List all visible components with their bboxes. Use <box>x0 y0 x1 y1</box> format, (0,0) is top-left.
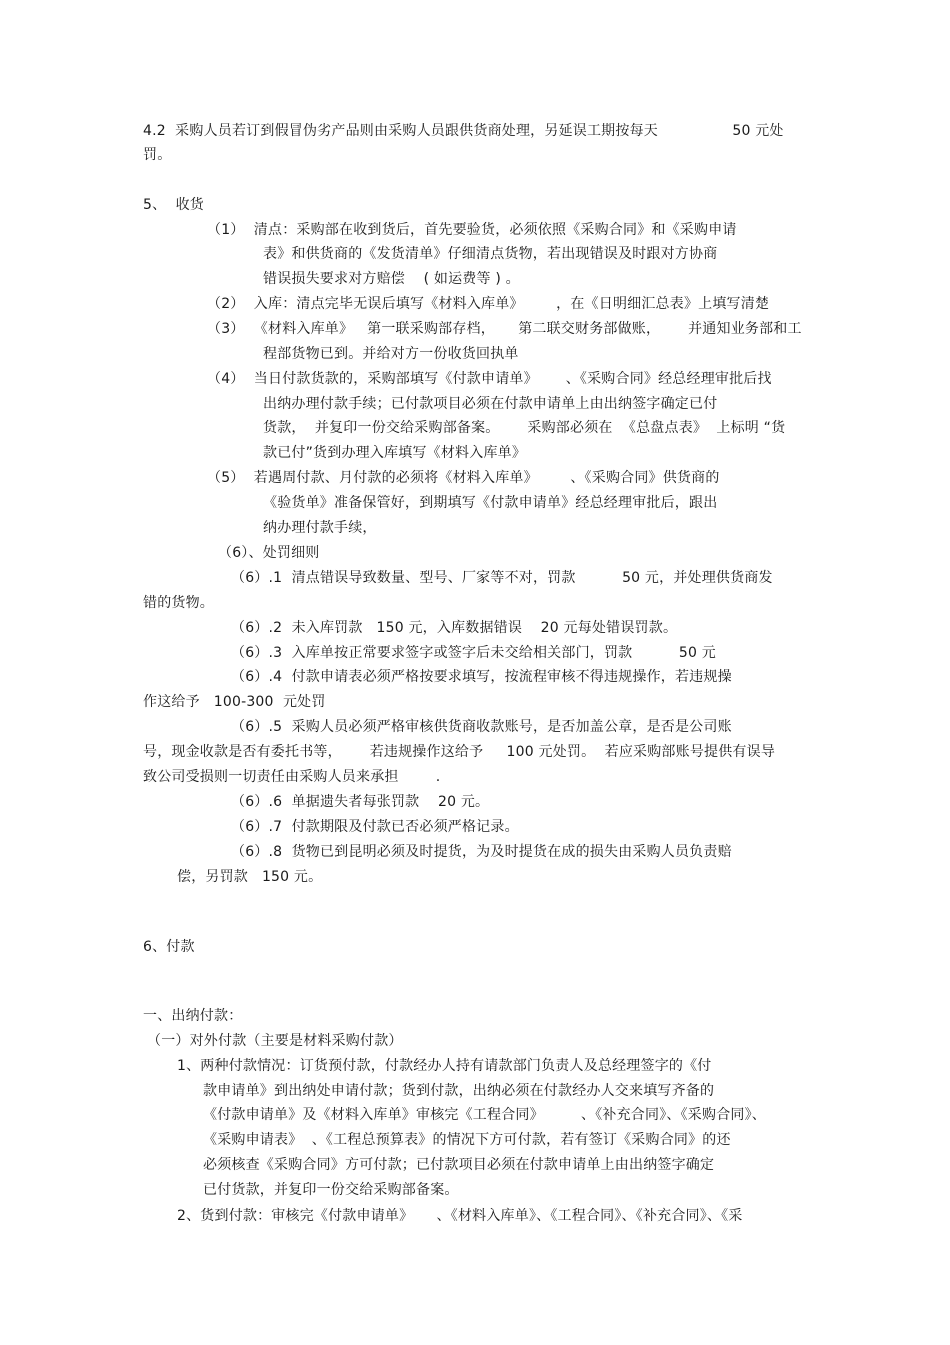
text-line: （6）.3 入库单按正常要求签字或签字后未交给相关部门，罚款 50 元 <box>231 645 716 661</box>
text-line: （6）.6 单据遗失者每张罚款 20 元。 <box>231 794 490 810</box>
text-line: （2） 入库：清点完毕无误后填写《材料入库单》 ，在《日明细汇总表》上填写清楚 <box>207 296 770 312</box>
text-line: 已付货款，并复印一份交给采购部备案。 <box>203 1182 459 1198</box>
text-line: 出纳办理付款手续；已付款项目必须在付款申请单上由出纳签字确定已付 <box>263 396 718 412</box>
text-line: （5） 若遇周付款、月付款的必须将《材料入库单》 、《采购合同》供货商的 <box>207 470 720 486</box>
text-line: 货款， 并复印一份交给采购部备案。 采购部必须在 《总盘点表》 上标明 “货 <box>263 420 786 436</box>
text-line: （1） 清点：采购部在收到货后，首先要验货，必须依照《采购合同》和《采购申请 <box>207 222 737 238</box>
text-line: 《验货单》准备保管好，到期填写《付款申请单》经总经理审批后，跟出 <box>263 495 718 511</box>
text-line: 1、两种付款情况：订货预付款，付款经办人持有请款部门负责人及总经理签字的《付 <box>177 1058 712 1074</box>
text-line: （6）.7 付款期限及付款已否必须严格记录。 <box>231 819 519 835</box>
subsection-heading: （6）、处罚细则 <box>218 545 320 561</box>
text-line: （6）.8 货物已到昆明必须及时提货，为及时提货在成的损失由采购人员负责赔 <box>231 844 732 860</box>
text-line: （6）.5 采购人员必须严格审核供货商收款账号，是否加盖公章，是否是公司账 <box>231 719 732 735</box>
text-line: 错的货物。 <box>143 595 214 611</box>
text-line: 款申请单》到出纳处申请付款；货到付款，出纳必须在付款经办人交来填写齐备的 <box>203 1083 715 1099</box>
text-line: 《付款申请单》及《材料入库单》审核完《工程合同》 、《补充合同》、《采购合同》、 <box>203 1107 766 1123</box>
subsection-heading: （一）对外付款（主要是材料采购付款） <box>147 1033 403 1049</box>
text-line: 纳办理付款手续， <box>263 520 377 536</box>
text-line: 必须核查《采购合同》方可付款；已付款项目必须在付款申请单上由出纳签字确定 <box>203 1157 715 1173</box>
text-line: 4.2 采购人员若订到假冒伪劣产品则由采购人员跟供货商处理，另延误工期按每天 50 元处 <box>143 123 784 139</box>
text-line: 《采购申请表》 、《工程总预算表》的情况下方可付款，若有签订《采购合同》的还 <box>203 1132 731 1148</box>
text-line: （6）.4 付款申请表必须严格按要求填写，按流程审核不得违规操作，若违规操 <box>231 669 732 685</box>
text-line: 号，现金收款是否有委托书等， 若违规操作这给予 100 元处罚。 若应采购部账号提供有误导 <box>143 744 776 760</box>
text-line: 款已付”货到办理入库填写《材料入库单》 <box>263 445 527 461</box>
text-line: （3） 《材料入库单》 第一联采购部存档， 第二联交财务部做账， 并通知业务部和工 <box>207 321 802 337</box>
text-line: 致公司受损则一切责任由采购人员来承担 . <box>143 769 441 785</box>
text-line: 程部货物已到。并给对方一份收货回执单 <box>263 346 519 362</box>
text-line: （6）.2 未入库罚款 150 元，入库数据错误 20 元每处错误罚款。 <box>231 620 678 636</box>
text-line: 作这给予 100-300 元处罚 <box>143 694 326 710</box>
text-line: 2、货到付款：审核完《付款申请单》 、《材料入库单》、《工程合同》、《补充合同》、《采 <box>177 1208 743 1224</box>
text-line: （4） 当日付款货款的，采购部填写《付款申请单》 、《采购合同》经总经理审批后找 <box>207 371 772 387</box>
section-heading: 5、 收货 <box>143 197 205 213</box>
section-heading: 6、付款 <box>143 939 195 955</box>
text-line: 错误损失要求对方赔偿 ( 如运费等 ) 。 <box>263 271 520 287</box>
text-line: 偿，另罚款 150 元。 <box>177 869 323 885</box>
text-line: 表》和供货商的《发货清单》仔细清点货物，若出现错误及时跟对方协商 <box>263 246 718 262</box>
section-heading: 一、出纳付款： <box>143 1008 243 1024</box>
text-line: 罚。 <box>143 147 172 163</box>
text-line: （6）.1 清点错误导致数量、型号、厂家等不对，罚款 50 元，并处理供货商发 <box>231 570 773 586</box>
